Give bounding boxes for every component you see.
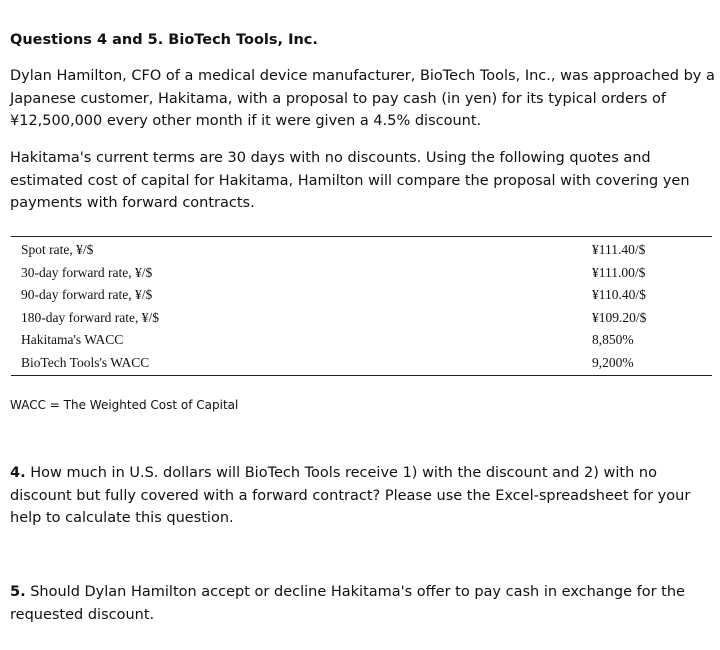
row-label: BioTech Tools's WACC — [21, 354, 150, 370]
table-row — [11, 262, 712, 285]
row-value: 9,200% — [592, 354, 634, 370]
intro-paragraph: Dylan Hamilton, CFO of a medical device manufacturer, BioTech Tools, Inc., was approached by a Japanese customer, Hakitama, with a proposal to pay cash (in yen) for its typical orders of ¥12,500,000 every other month if it were given a 4.5% discount. — [10, 68, 715, 129]
footnote: WACC = The Weighted Cost of Capital — [10, 398, 239, 412]
rates-table — [11, 236, 712, 376]
row-value: ¥111.00/$ — [592, 264, 646, 280]
table-row — [11, 284, 712, 307]
table-row — [11, 329, 712, 352]
terms-paragraph: Hakitama's current terms are 30 days with no discounts. Using the following quotes and estimated cost of capital for Hakitama, Hamilton will compare the proposal with covering yen payments with forward contracts. — [10, 150, 690, 211]
question-5 — [10, 581, 715, 626]
table-row — [11, 239, 712, 262]
question-4 — [10, 462, 715, 530]
row-value: ¥111.40/$ — [592, 242, 646, 257]
row-label: 30-day forward rate, ¥/$ — [21, 264, 153, 280]
question-number: 5. — [10, 584, 26, 600]
row-label: Spot rate, ¥/$ — [21, 242, 94, 257]
row-value: ¥109.20/$ — [592, 309, 647, 325]
row-value: ¥110.40/$ — [592, 287, 646, 303]
row-label: Hakitama's WACC — [21, 332, 124, 348]
table-row — [11, 352, 712, 375]
row-value: 8,850% — [592, 332, 634, 348]
row-label: 90-day forward rate, ¥/$ — [21, 287, 153, 303]
question-text: Should Dylan Hamilton accept or decline Hakitama's offer to pay cash in exchange for the requested discount. — [10, 584, 685, 623]
document-title: Questions 4 and 5. BioTech Tools, Inc. — [10, 32, 318, 48]
question-text: How much in U.S. dollars will BioTech Tools receive 1) with the discount and 2) with no discount but fully covered with a forward contract? Please use the Excel-spreadsheet for your help to calculate this question. — [10, 465, 691, 526]
question-number: 4. — [10, 465, 26, 481]
row-label: 180-day forward rate, ¥/$ — [21, 309, 159, 325]
table-row — [11, 307, 712, 330]
